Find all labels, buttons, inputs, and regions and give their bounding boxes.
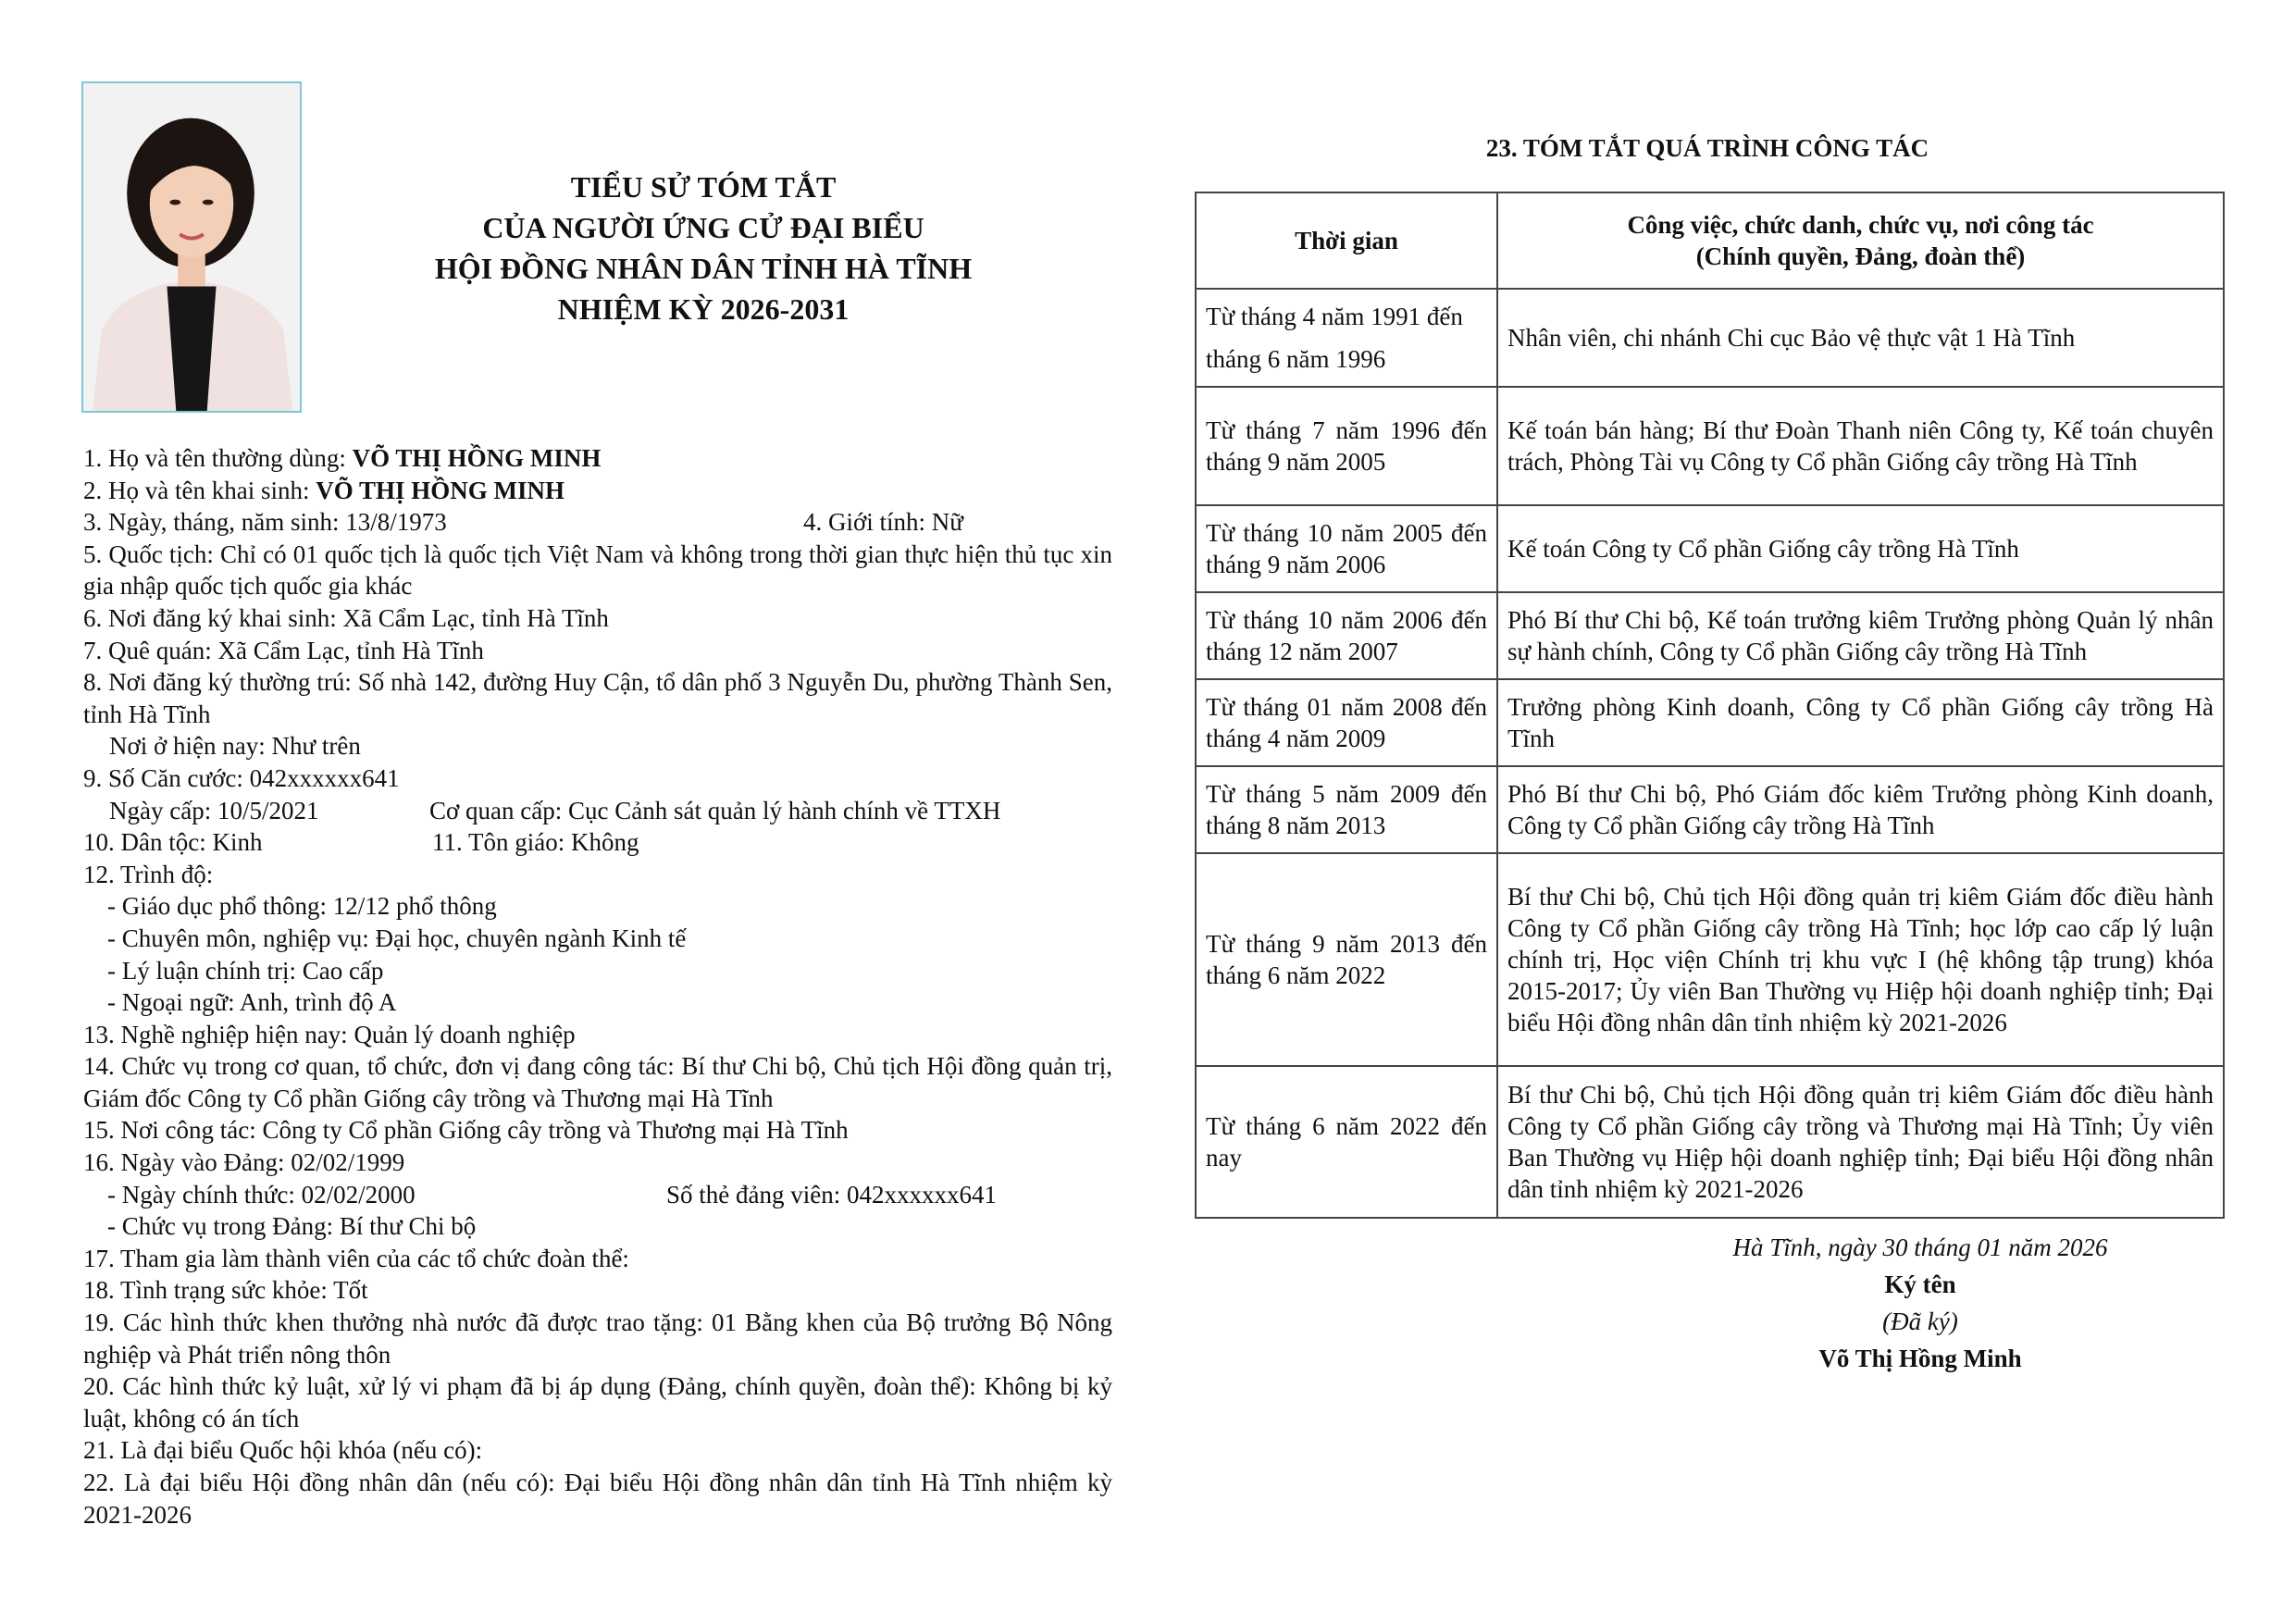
field-birth-name xyxy=(83,475,1112,507)
field-birth-registration: 6. Nơi đăng ký khai sinh: Xã Cẩm Lạc, tỉnh Hà Tĩnh xyxy=(83,603,609,632)
row-job: Nhân viên, chi nhánh Chi cục Bảo vệ thực vật 1 Hà Tĩnh xyxy=(1497,289,2224,387)
sign-label: Ký tên xyxy=(1884,1271,1956,1298)
biography-fields xyxy=(83,442,1112,1531)
field-issue-authority: Cơ quan cấp: Cục Cảnh sát quản lý hành chính về TTXH xyxy=(429,796,1001,824)
field-party-official xyxy=(83,1179,1112,1211)
portrait-illustration xyxy=(83,83,300,411)
field-national-assembly: 21. Là đại biểu Quốc hội khóa (nếu có): xyxy=(83,1436,483,1465)
field-common-name xyxy=(83,442,1112,475)
row-job: Trưởng phòng Kinh doanh, Công ty Cổ phần Giống cây trồng Hà Tĩnh xyxy=(1497,679,2224,766)
place-date: Hà Tĩnh, ngày 30 tháng 01 năm 2026 xyxy=(1732,1233,2108,1261)
row-job: Kế toán bán hàng; Bí thư Đoàn Thanh niên Công ty, Kế toán chuyên trách, Phòng Tài vụ Công ty Cổ phần Giống cây trồng Hà Tĩnh xyxy=(1497,387,2224,505)
field-ethnicity: 10. Dân tộc: Kinh xyxy=(83,828,263,857)
field-workplace: 15. Nơi công tác: Công ty Cổ phần Giống cây trồng và Thương mại Hà Tĩnh xyxy=(83,1116,849,1145)
column-header-job-title: Công việc, chức danh, chức vụ, nơi công tác xyxy=(1627,211,2094,239)
table-row xyxy=(1196,592,2224,679)
title-line: CỦA NGƯỜI ỨNG CỬ ĐẠI BIỂU xyxy=(482,211,924,244)
field-issue-date: Ngày cấp: 10/5/2021 xyxy=(109,796,319,824)
row-time: Từ tháng 10 năm 2005 đến tháng 9 năm 2006 xyxy=(1196,505,1497,592)
table-row xyxy=(1196,766,2224,853)
row-time: Từ tháng 6 năm 2022 đến nay xyxy=(1196,1066,1497,1218)
field-nationality: 5. Quốc tịch: Chỉ có 01 quốc tịch là quốc tịch Việt Nam và không trong thời gian thực hiện thủ tục xin gia nhập quốc tịch quốc gia khác xyxy=(83,539,1112,601)
signer-name: Võ Thị Hồng Minh xyxy=(1818,1345,2022,1372)
field-health: 18. Tình trạng sức khỏe: Tốt xyxy=(83,1276,368,1305)
field-hometown: 7. Quê quán: Xã Cẩm Lạc, tỉnh Hà Tĩnh xyxy=(83,636,484,664)
row-time: Từ tháng 5 năm 2009 đến tháng 8 năm 2013 xyxy=(1196,766,1497,853)
row-job: Bí thư Chi bộ, Chủ tịch Hội đồng quản trị kiêm Giám đốc điều hành Công ty Cổ phần Giống cây trồng và Thương mại Hà Tĩnh; Ủy viên Ban Thường vụ Hiệp hội doanh nghiệp tỉnh; Đại biểu Hội đồng nhân dân tỉnh nhiệm kỳ 2021-2026 xyxy=(1497,1066,2224,1218)
field-id-number: 9. Số Căn cước: 042xxxxxx641 xyxy=(83,763,400,792)
table-row xyxy=(1196,387,2224,505)
career-table xyxy=(1195,192,2225,1219)
field-dob: 3. Ngày, tháng, năm sinh: 13/8/1973 xyxy=(83,508,447,537)
field-discipline: 20. Các hình thức kỷ luật, xử lý vi phạm đã bị áp dụng (Đảng, chính quyền, đoàn thể): Không bị kỷ luật, không có án tích xyxy=(83,1372,1112,1432)
title-line: TIỂU SỬ TÓM TẮT xyxy=(570,170,837,204)
table-row xyxy=(1196,853,2224,1066)
field-label: 1. Họ và tên thường dùng: xyxy=(83,444,353,472)
field-occupation: 13. Nghề nghiệp hiện nay: Quản lý doanh nghiệp xyxy=(83,1020,576,1048)
career-section-title: 23. TÓM TẮT QUÁ TRÌNH CÔNG TÁC xyxy=(1485,134,1929,162)
column-header-job xyxy=(1497,192,2224,289)
table-row xyxy=(1196,679,2224,766)
row-time: Từ tháng 01 năm 2008 đến tháng 4 năm 2009 xyxy=(1196,679,1497,766)
table-row xyxy=(1196,1066,2224,1218)
portrait-photo xyxy=(81,81,302,413)
title-line: NHIỆM KỲ 2026-2031 xyxy=(557,292,850,326)
field-label: 2. Họ và tên khai sinh: xyxy=(83,476,316,504)
field-ethnicity-religion xyxy=(83,826,1112,859)
field-id-issue xyxy=(83,795,1112,827)
row-job: Kế toán Công ty Cổ phần Giống cây trồng Hà Tĩnh xyxy=(1497,505,2224,592)
field-political-theory: - Lý luận chính trị: Cao cấp xyxy=(107,956,384,985)
field-party-join-date: 16. Ngày vào Đảng: 02/02/1999 xyxy=(83,1148,405,1177)
signature-block xyxy=(1666,1229,2175,1377)
field-party-position: - Chức vụ trong Đảng: Bí thư Chi bộ xyxy=(107,1212,477,1241)
field-gender: 4. Giới tính: Nữ xyxy=(803,508,963,537)
field-foreign-language: - Ngoại ngữ: Anh, trình độ A xyxy=(107,988,397,1017)
row-time: Từ tháng 10 năm 2006 đến tháng 12 năm 2007 xyxy=(1196,592,1497,679)
table-header-row xyxy=(1196,192,2224,289)
field-peoples-council: 22. Là đại biểu Hội đồng nhân dân (nếu có): Đại biểu Hội đồng nhân dân tỉnh Hà Tĩnh nhiệm kỳ 2021-2026 xyxy=(83,1469,1112,1529)
field-permanent-residence: 8. Nơi đăng ký thường trú: Số nhà 142, đường Huy Cận, tổ dân phố 3 Nguyễn Du, phường Thành Sen, tỉnh Hà Tĩnh xyxy=(83,668,1112,728)
field-awards: 19. Các hình thức khen thưởng nhà nước đã được trao tặng: 01 Bằng khen của Bộ trưởng Bộ Nông nghiệp và Phát triển nông thôn xyxy=(83,1308,1112,1369)
row-time: Từ tháng 7 năm 1996 đến tháng 9 năm 2005 xyxy=(1196,387,1497,505)
field-general-education: - Giáo dục phổ thông: 12/12 phổ thông xyxy=(107,892,497,921)
field-specialization: - Chuyên môn, nghiệp vụ: Đại học, chuyên ngành Kinh tế xyxy=(107,924,687,952)
table-row xyxy=(1196,289,2224,387)
row-time: Từ tháng 4 năm 1991 đến tháng 6 năm 1996 xyxy=(1196,289,1497,387)
column-header-time: Thời gian xyxy=(1196,192,1497,289)
row-job: Phó Bí thư Chi bộ, Phó Giám đốc kiêm Trưởng phòng Kinh doanh, Công ty Cổ phần Giống cây trồng Hà Tĩnh xyxy=(1497,766,2224,853)
field-party-card: Số thẻ đảng viên: 042xxxxxx641 xyxy=(666,1180,997,1209)
signed-note: (Đã ký) xyxy=(1882,1308,1958,1335)
table-row xyxy=(1196,505,2224,592)
field-education: 12. Trình độ: xyxy=(83,860,214,888)
title-line: HỘI ĐỒNG NHÂN DÂN TỈNH HÀ TĨNH xyxy=(434,252,973,285)
field-dob-gender xyxy=(83,506,1112,539)
field-value: VÕ THỊ HỒNG MINH xyxy=(316,476,564,504)
field-organizations: 17. Tham gia làm thành viên của các tổ chức đoàn thể: xyxy=(83,1244,629,1272)
row-job: Bí thư Chi bộ, Chủ tịch Hội đồng quản trị kiêm Giám đốc điều hành Công ty Cổ phần Giống cây trồng Hà Tĩnh; học lớp cao cấp lý luận chính trị, Học viện Chính trị khu vực I (hệ không tập trung) khóa 2015-2017; Ủy viên Ban Thường vụ Hiệp hội doanh nghiệp tỉnh; Đại biểu Hội đồng nhân dân tỉnh nhiệm kỳ 2021-2026 xyxy=(1497,853,2224,1066)
field-religion: 11. Tôn giáo: Không xyxy=(432,828,639,857)
document-title xyxy=(333,167,1073,329)
field-value: VÕ THỊ HỒNG MINH xyxy=(352,444,602,472)
field-official-date: - Ngày chính thức: 02/02/2000 xyxy=(107,1180,416,1209)
field-position: 14. Chức vụ trong cơ quan, tổ chức, đơn vị đang công tác: Bí thư Chi bộ, Chủ tịch Hội đồng quản trị, Giám đốc Công ty Cổ phần Giống cây trồng và Thương mại Hà Tĩnh xyxy=(83,1052,1112,1112)
row-job: Phó Bí thư Chi bộ, Kế toán trưởng kiêm Trưởng phòng Quản lý nhân sự hành chính, Công ty Cổ phần Giống cây trồng Hà Tĩnh xyxy=(1497,592,2224,679)
column-header-job-subtitle: (Chính quyền, Đảng, đoàn thể) xyxy=(1695,242,2026,270)
field-current-residence: Nơi ở hiện nay: Như trên xyxy=(109,732,361,761)
row-time: Từ tháng 9 năm 2013 đến tháng 6 năm 2022 xyxy=(1196,853,1497,1066)
